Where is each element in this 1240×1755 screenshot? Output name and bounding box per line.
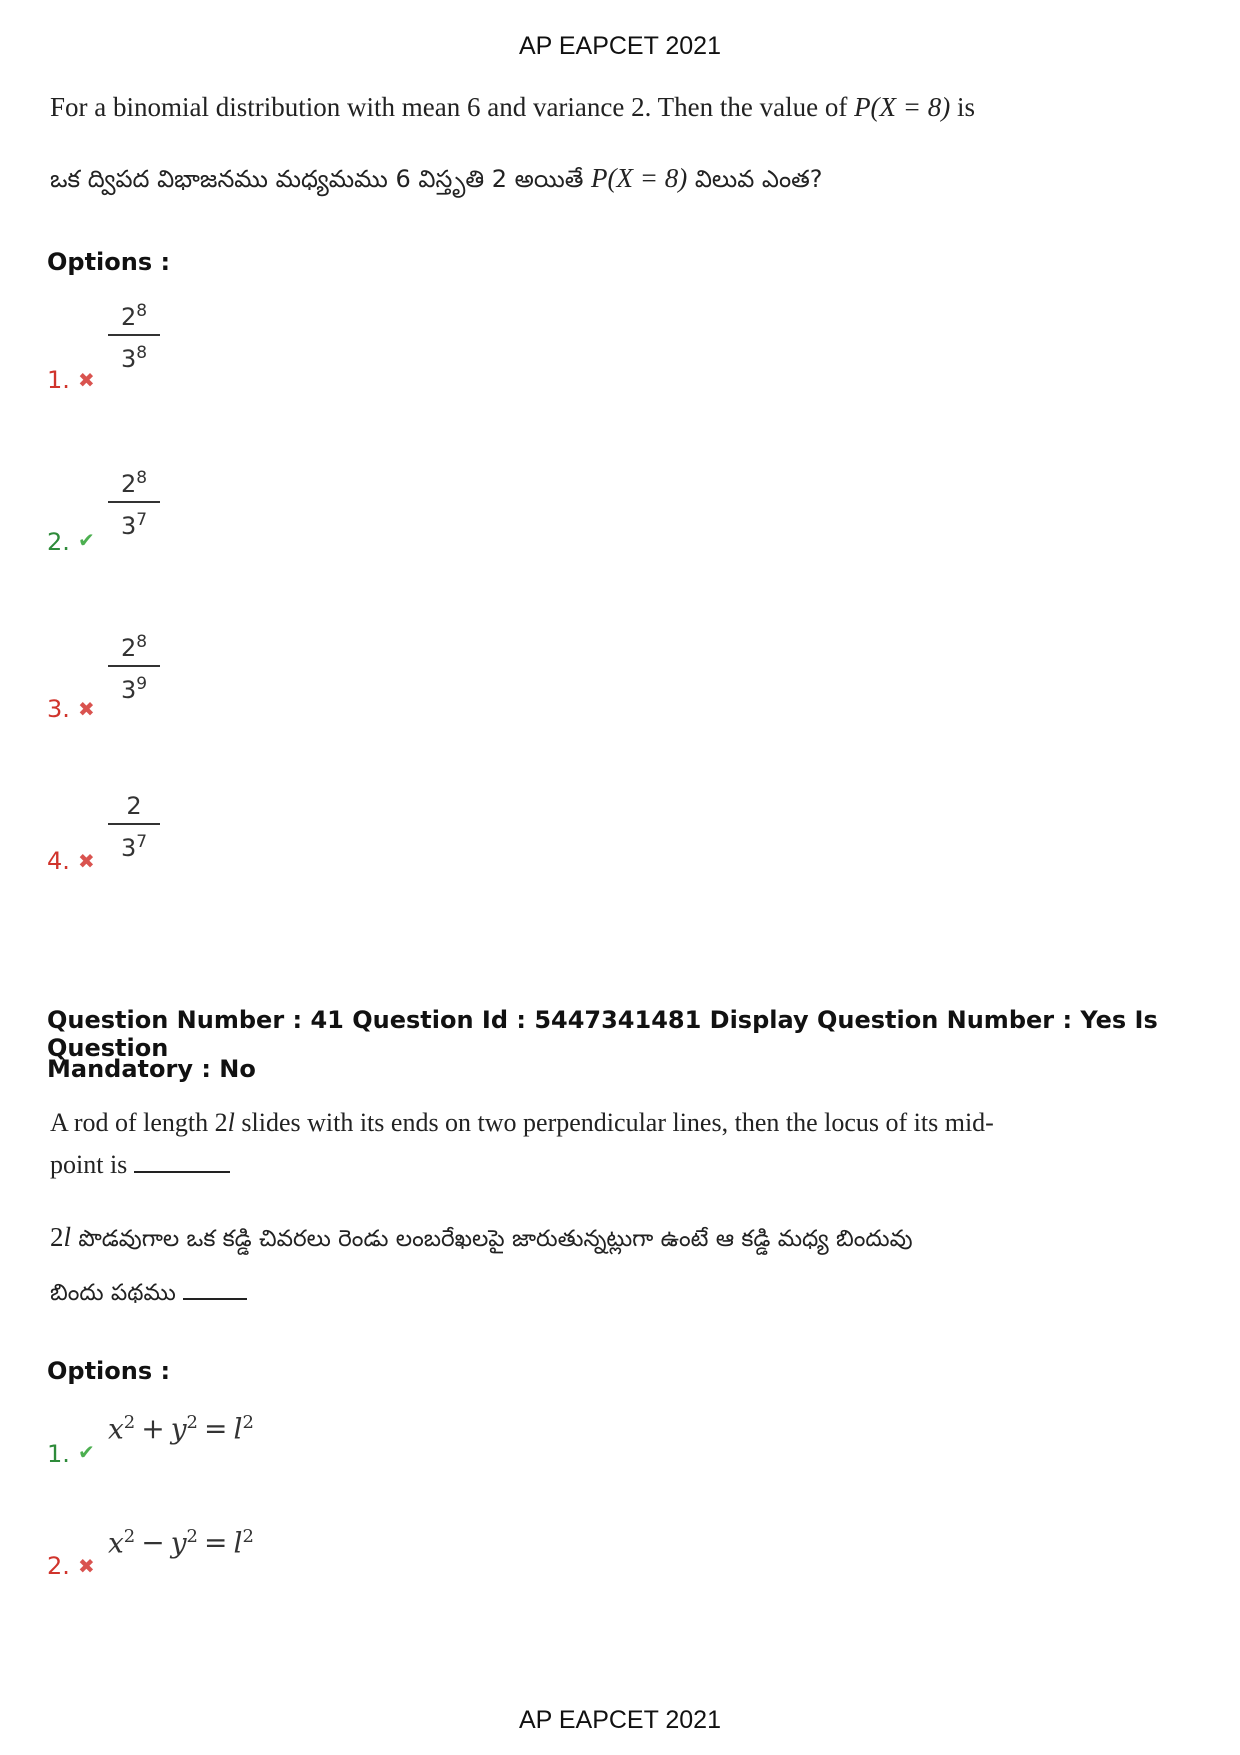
question-text-prefix: ఒక ద్విపద విభాజనము మధ్యమము 6 విస్తృతి 2 అయితే [50,165,591,193]
option-number: 2. [47,1552,70,1580]
page-header: AP EAPCET 2021 [519,32,721,60]
fraction-bar [108,501,160,503]
question-text-part: slides with its ends on two perpendicular lines, then the locus of its mid- [234,1108,994,1137]
numerator-exponent: 8 [136,468,148,488]
variable-y: y [170,1526,187,1560]
question-text-prefix: For a binomial distribution with mean 6 and variance 2. Then the value of [50,92,855,122]
exponent: 2 [186,1412,198,1433]
fraction-bar [108,665,160,667]
question-text-part: బిందు పథము [50,1280,184,1306]
variable-x: x [108,1526,124,1560]
option-fraction [108,296,160,374]
variable-y: y [170,1412,187,1446]
numerator-base: 2 [120,470,137,498]
answer-blank [134,1171,230,1173]
denominator-base: 3 [120,676,137,704]
denominator-base: 3 [120,834,137,862]
exponent: 2 [242,1526,254,1547]
cross-icon: ✖ [78,368,95,392]
option-number: 3. [47,695,70,723]
question-text-english [50,1108,994,1138]
cross-icon: ✖ [78,849,95,873]
check-icon: ✔ [78,1440,95,1464]
denominator-exponent: 7 [136,832,148,852]
denominator-base: 3 [120,345,137,373]
numerator-exponent: 8 [136,301,148,321]
equals-sign: = [204,1526,228,1560]
operator: − [141,1526,165,1560]
option-number: 2. [47,528,70,556]
exponent: 2 [242,1412,254,1433]
check-icon: ✔ [78,528,95,552]
exponent: 2 [186,1526,198,1547]
operator: + [141,1412,165,1446]
option-fraction [108,627,160,705]
cross-icon: ✖ [78,697,95,721]
question-text-telugu [50,1222,913,1258]
question-text-part: 2 [50,1222,64,1252]
equals-sign: = [204,1412,228,1446]
numerator-base: 2 [126,792,142,820]
fraction-bar [108,823,160,825]
options-heading: Options : [47,248,171,276]
question-text-english [50,92,975,123]
question-text-suffix: విలువ ఎంత? [687,165,823,193]
page-footer: AP EAPCET 2021 [519,1706,721,1734]
numerator-exponent: 8 [136,632,148,652]
question-text-english-line2 [50,1150,230,1180]
answer-blank [183,1298,247,1300]
denominator-exponent: 7 [136,510,148,530]
variable-l: l [233,1412,243,1446]
option-equation [108,1526,254,1559]
question-variable: l [227,1108,235,1137]
question-text-part: పొడవుగాల ఒక కడ్డి చివరలు రెండు లంబరేఖలపై జారుతున్నట్లుగా ఉంటే ఆ కడ్డి మధ్య బిందువు [71,1226,913,1252]
question-expression: P(X = 8) [591,163,688,193]
question-text-telugu [50,163,823,199]
question-meta-line: Mandatory : No [47,1055,256,1083]
question-meta-line: Question Number : 41 Question Id : 5447341481 Display Question Number : Yes Is Question [47,1006,1158,1062]
question-text-part: point is [50,1150,134,1179]
question-text-telugu-line2 [50,1280,247,1312]
option-equation [108,1412,254,1445]
exponent: 2 [123,1526,136,1547]
exponent: 2 [123,1412,136,1433]
variable-l: l [233,1526,243,1560]
option-fraction [108,463,160,541]
option-number: 4. [47,847,70,875]
denominator-exponent: 9 [136,674,148,694]
variable-x: x [108,1412,124,1446]
fraction-bar [108,334,160,336]
options-heading: Options : [47,1357,171,1385]
question-expression: P(X = 8) [854,92,951,122]
question-variable: l [63,1222,72,1252]
question-text-suffix: is [950,92,976,122]
numerator-base: 2 [120,303,137,331]
option-fraction [108,785,160,863]
denominator-exponent: 8 [136,343,148,363]
denominator-base: 3 [120,512,137,540]
option-number: 1. [47,1440,70,1468]
numerator-base: 2 [120,634,137,662]
question-text-part: A rod of length 2 [50,1108,228,1137]
cross-icon: ✖ [78,1554,95,1578]
option-number: 1. [47,366,70,394]
